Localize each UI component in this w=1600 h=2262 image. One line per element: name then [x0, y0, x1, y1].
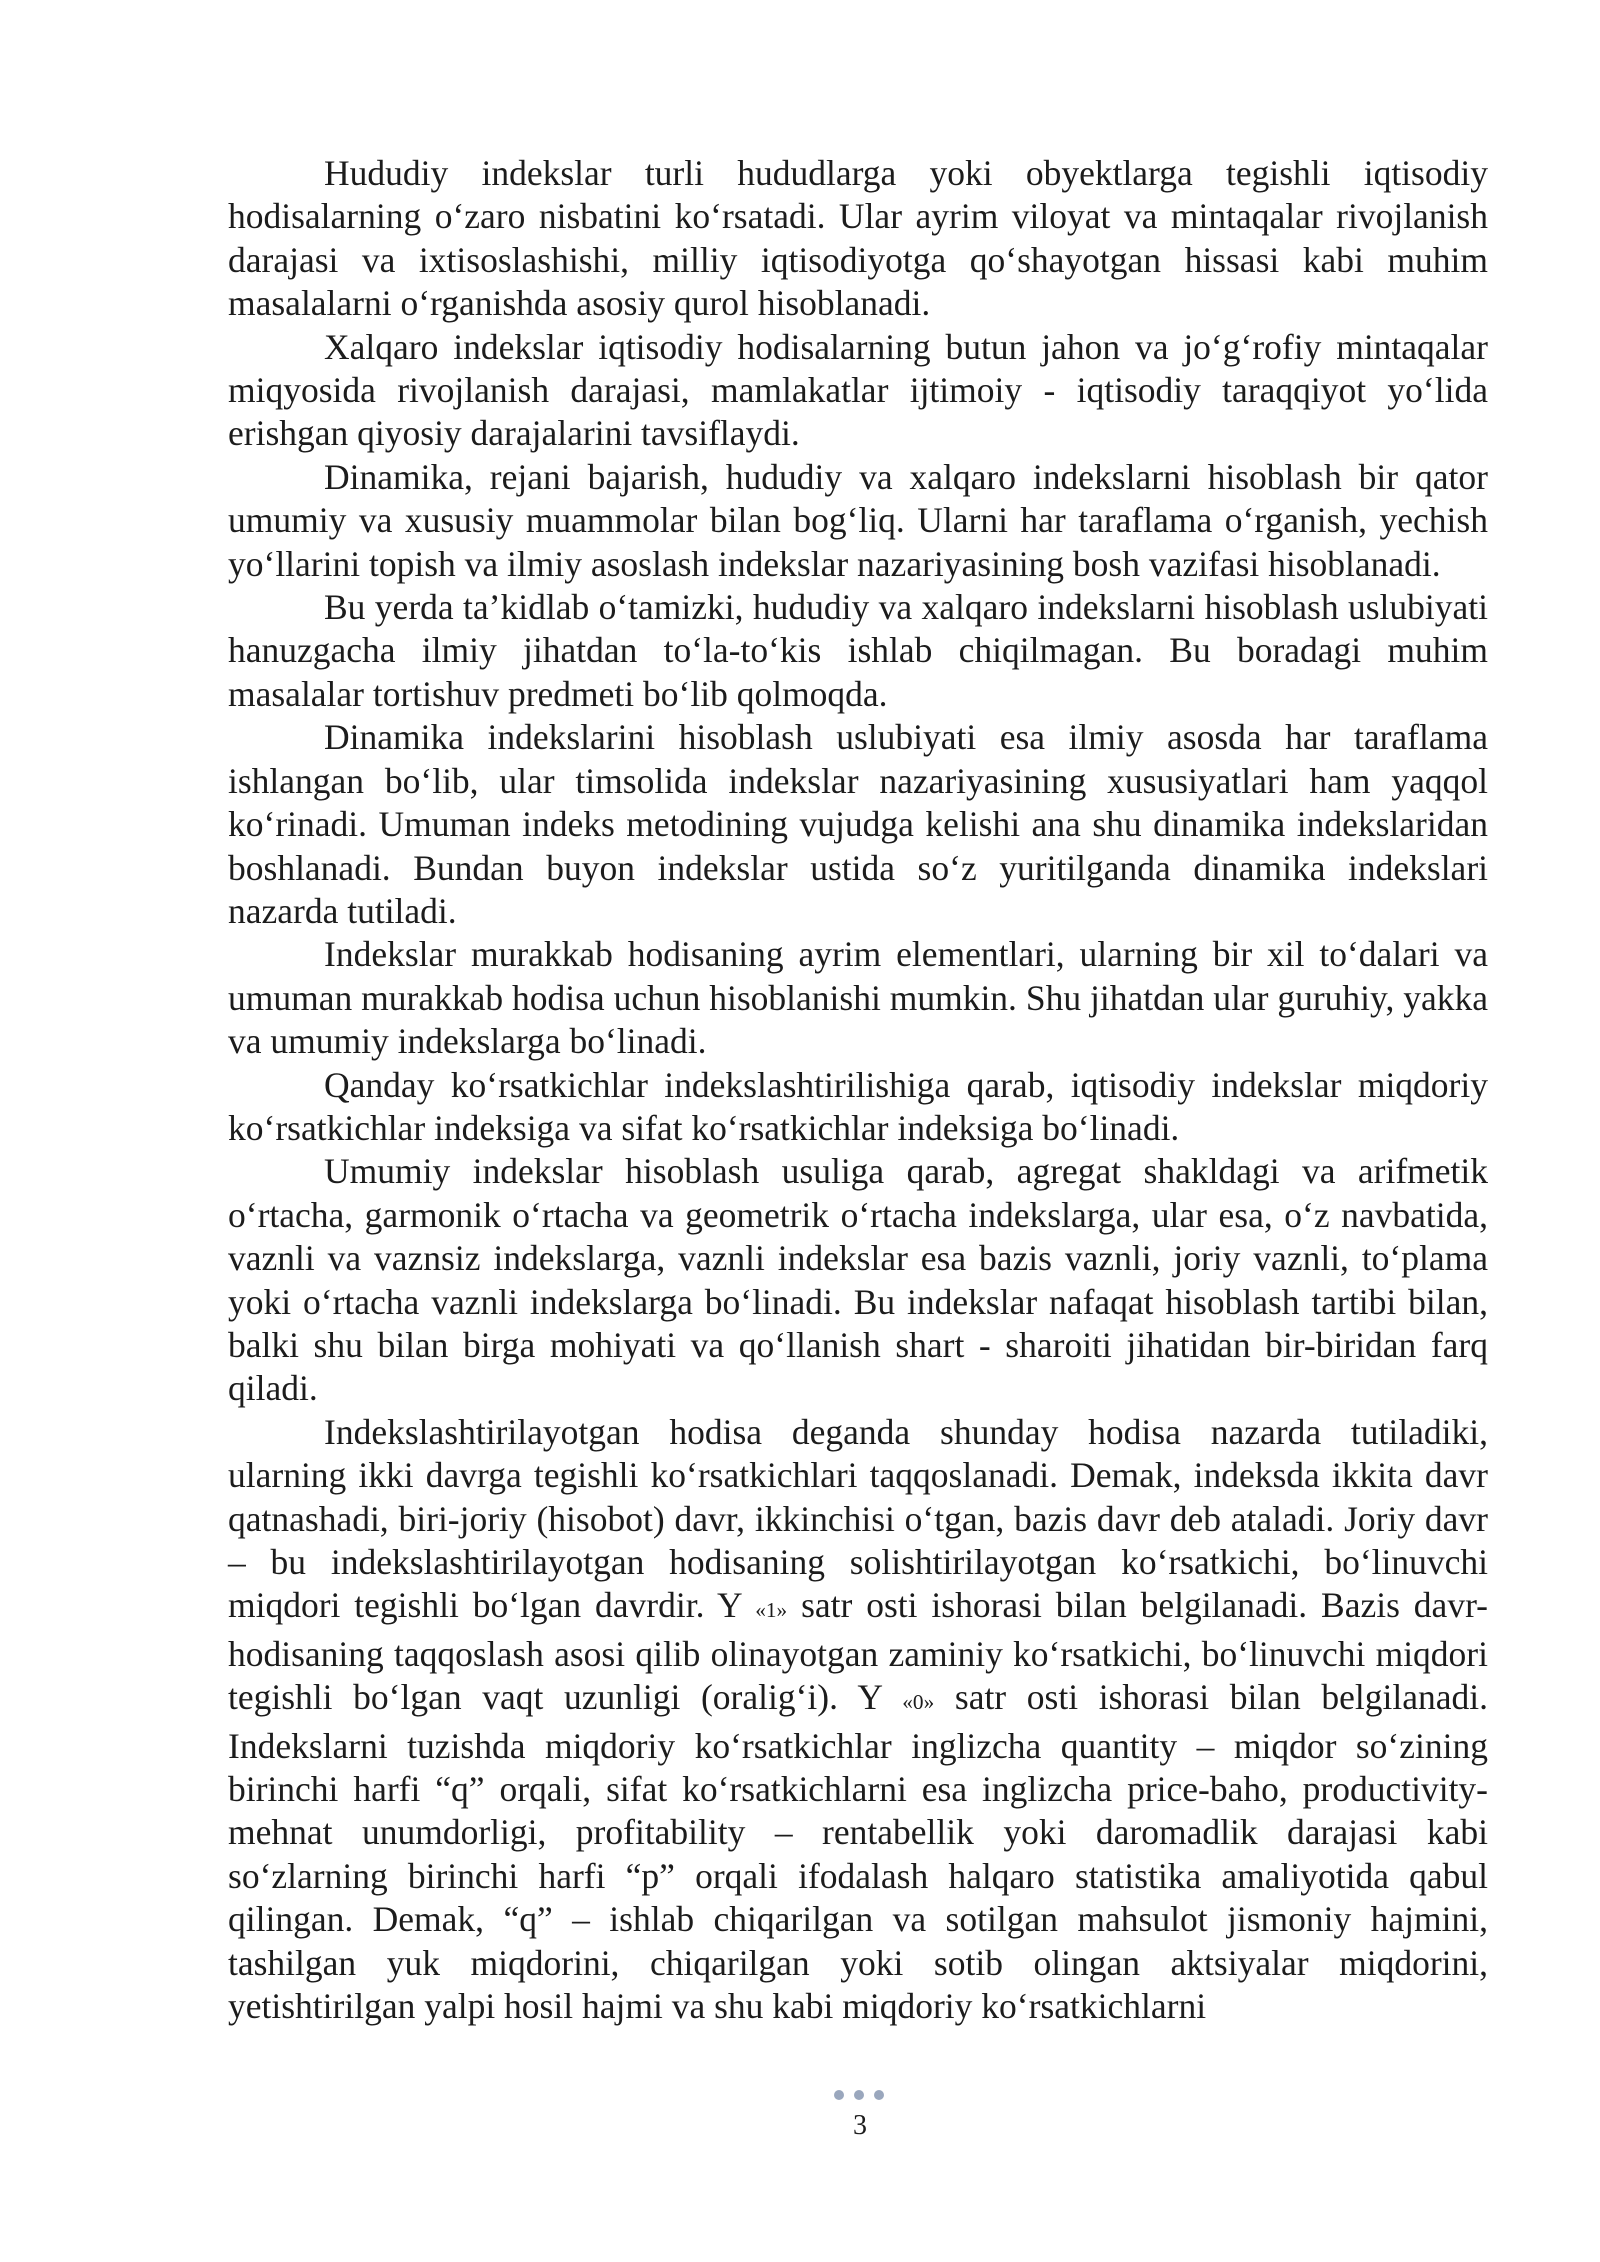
paragraph-9-part-1: Indekslashtirilayotgan hodisa deganda shunday hodisa nazarda tutiladiki, ularning ikki davrga tegishli ko‘rsatkichlari taqqoslanadi. Demak, indeksda ikkita davr qatnashadi, biri-joriy (hisobot) davr, ikkinchisi o‘tgan, bazis davr deb ataladi. Joriy davr – bu indekslashtirilayotgan hodisaning solishtirilayotgan ko‘rsatkichi, bo‘linuvchi miqdori tegishli bo‘lgan davrdir. Y: [228, 1411, 1488, 1626]
ornament-dot: [834, 2090, 844, 2100]
paragraph-5: Dinamika indekslarini hisoblash uslubiyati esa ilmiy asosda har taraflama ishlangan bo‘lib, ular timsolida indekslar nazariyasining xususiyatlari ham yaqqol ko‘rinadi. Umuman indeks metodining vujudga kelishi ana shu dinamika indekslaridan boshlanadi. Bundan buyon indekslar ustida so‘z yuritilganda dinamika indekslari nazarda tutiladi.: [228, 717, 1488, 931]
paragraph-9: [228, 1411, 1488, 2029]
paragraph-3: Dinamika, rejani bajarish, hududiy va xalqaro indekslarni hisoblash bir qator umumiy va xususiy muammolar bilan bog‘liq. Ularni har taraflama o‘rganish, yechish yo‘llarini topish va ilmiy asoslash indekslar nazariyasining bosh vazifasi hisoblanadi.: [228, 456, 1488, 584]
subscript-base-period: «0»: [902, 1690, 935, 1715]
paragraph-9-part-3: satr osti ishorasi bilan belgilanadi. Indekslarni tuzishda miqdoriy ko‘rsatkichlar inglizcha quantity – miqdor so‘zining birinchi harfi “q” orqali, sifat ko‘rsatkichlarni esa inglizcha price-baho, productivity-mehnat unumdorligi, profitability – rentabellik yoki daromadlik darajasi kabi so‘zlarning birinchi harfi “p” orqali ifodalash halqaro statistika amaliyotida qabul qilingan. Demak, “q” – ishlab chiqarilgan va sotilgan mahsulot jismoniy hajmini, tashilgan yuk miqdorini, chiqarilgan yoki sotib olingan aktsiyalar miqdorini, yetishtirilgan yalpi hosil hajmi va shu kabi miqdoriy ko‘rsatkichlarni: [228, 1677, 1488, 2027]
paragraph-4: Bu yerda ta’kidlab o‘tamizki, hududiy va xalqaro indekslarni hisoblash uslubiyati hanuzgacha ilmiy jihatdan to‘la-to‘kis ishlab chiqilmagan. Bu boradagi muhim masalalar tortishuv predmeti bo‘lib qolmoqda.: [228, 587, 1488, 714]
paragraph-2: Xalqaro indekslar iqtisodiy hodisalarning butun jahon va jo‘g‘rofiy mintaqalar miqyosida rivojlanish darajasi, mamlakatlar ijtimoiy - iqtisodiy taraqqiyot yo‘lida erishgan qiyosiy darajalarini tavsiflaydi.: [228, 326, 1488, 454]
ornament-dot: [874, 2090, 884, 2100]
paragraph-9-part-2: satr osti ishorasi bilan belgilanadi. Bazis davr- hodisaning taqqoslash asosi qilib olinayotgan zaminiy ko‘rsatkichi, bo‘linuvchi miqdori tegishli bo‘lgan vaqt uzunligi (oralig‘i). Y: [228, 1585, 1488, 1718]
paragraph-1: Hududiy indekslar turli hududlarga yoki obyektlarga tegishli iqtisodiy hodisalarning o‘zaro nisbatini ko‘rsatadi. Ular ayrim viloyat va mintaqalar rivojlanish darajasi va ixtisoslashishi, milliy iqtisodiyotga qo‘shayotgan hissasi kabi muhim masalalarni o‘rganishda asosiy qurol hisoblanadi.: [228, 153, 1488, 324]
paragraph-8: Umumiy indekslar hisoblash usuliga qarab, agregat shakldagi va arifmetik o‘rtacha, garmonik o‘rtacha va geometrik o‘rtacha indekslarga, ular esa, o‘z navbatida, vaznli va vaznsiz indekslarga, vaznli indekslar esa bazis vaznli, joriy vaznli, to‘plama yoki o‘rtacha vaznli indekslarga bo‘linadi. Bu indekslar nafaqat hisoblash tartibi bilan, balki shu bilan birga mohiyati va qo‘llanish shart - sharoiti jihatidan bir-biridan farq qiladi.: [228, 1151, 1488, 1409]
page-number: 3: [853, 2110, 867, 2141]
ornament-dot: [854, 2090, 864, 2100]
paragraph-6: Indekslar murakkab hodisaning ayrim elementlari, ularning bir xil to‘dalari va umuman murakkab hodisa uchun hisoblanishi mumkin. Shu jihatdan ular guruhiy, yakka va umumiy indekslarga bo‘linadi.: [228, 934, 1488, 1062]
paragraph-7: Qanday ko‘rsatkichlar indekslashtirilishiga qarab, iqtisodiy indekslar miqdoriy ko‘rsatkichlar indeksiga va sifat ko‘rsatkichlar indeksiga bo‘linadi.: [228, 1064, 1488, 1148]
subscript-current-period: «1»: [755, 1598, 788, 1623]
page-ornament-dots: [834, 2090, 884, 2100]
page-body: [228, 152, 1488, 2028]
